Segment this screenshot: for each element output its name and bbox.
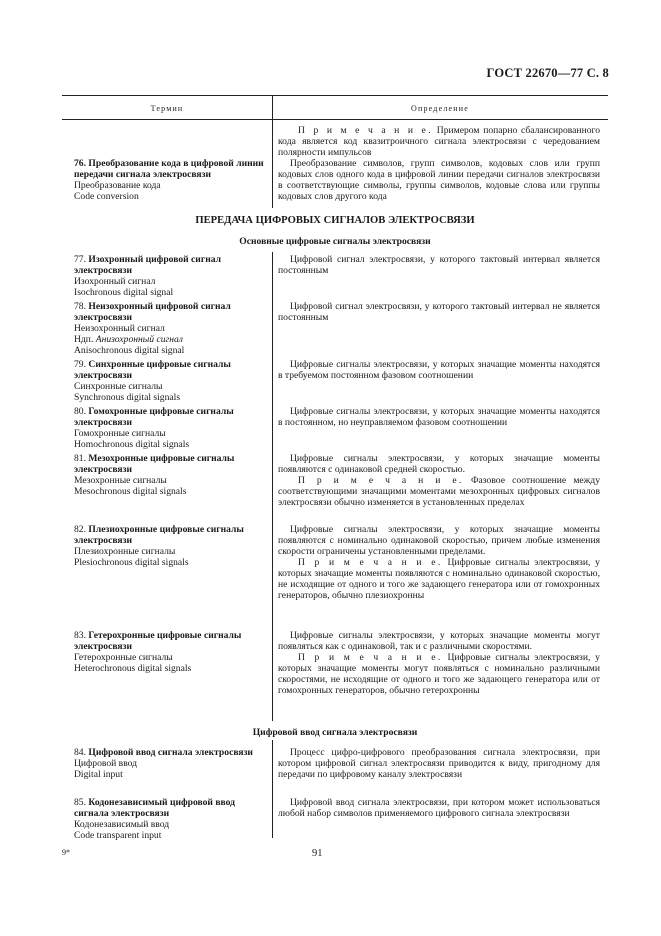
term-title: Синхронные цифровые сигналы электросвязи — [74, 359, 231, 381]
term-entry — [62, 453, 264, 497]
term-synonym: Неизохронный сигнал — [74, 323, 165, 334]
term-synonym: Синхронные сигналы — [74, 381, 163, 392]
term-synonym: Изохронный сигнал — [74, 276, 156, 287]
term-synonym: Гомохронные сигналы — [74, 428, 166, 439]
deprecated-term: Анизохронный сигнал — [95, 334, 183, 345]
term-english: Homochronous digital signals — [74, 439, 190, 450]
term-synonym: Гетерохронные сигналы — [74, 652, 173, 663]
term-synonym: Мезохронные сигналы — [74, 475, 167, 486]
term-number: 84. — [74, 747, 86, 758]
term-number: 80. — [74, 406, 86, 417]
term-entry — [62, 406, 264, 450]
definition-text: Цифровой сигнал электросвязи, у которого тактовый интервал является постоянным — [278, 254, 600, 276]
term-english: Code conversion — [74, 191, 139, 202]
term-number: 81. — [74, 453, 86, 464]
note-text: Примером попарно сбалансированного кода является код квазитроичного сигнала электросвязи с чередованием полярности импульсов — [278, 125, 600, 158]
note-text: Фазовое соотношение между соответствующими значащими моментами мезохронных цифровых сигналов электросвязи обычно изменяется в установленных пределах — [278, 475, 600, 508]
column-header-definition: Определение — [411, 104, 469, 113]
term-title: Плезиохронные цифровые сигналы электросвязи — [74, 524, 244, 546]
column-divider — [272, 95, 273, 208]
section-title: ПЕРЕДАЧА ЦИФРОВЫХ СИГНАЛОВ ЭЛЕКТРОСВЯЗИ — [195, 215, 475, 226]
column-header-term: Термин — [150, 104, 184, 113]
definition-text: Преобразование символов, групп символов, кодовых слов или групп кодовых слов одного кода в цифровой линии передачи сигналов электросвязи в соответствующие символы, группы символов, кодовые слова или группы кодовых слов другого кода — [278, 158, 600, 202]
term-entry — [62, 158, 264, 202]
term-entry — [62, 797, 264, 841]
term-number: 78. — [74, 301, 86, 312]
term-title: 76. Преобразование кода в цифровой линии передачи сигнала электросвязи — [74, 158, 264, 180]
term-title: Кодонезависимый цифровой ввод сигнала электросвязи — [74, 797, 236, 819]
term-entry — [62, 254, 264, 298]
table-header-rule — [62, 119, 608, 120]
term-english: Heterochronous digital signals — [74, 663, 192, 674]
term-title: Гомохронные цифровые сигналы электросвязи — [74, 406, 234, 428]
definition-text: Цифровые сигналы электросвязи, у которых значащие моменты находятся в требуемом постоянном фазовом соотношении — [278, 359, 600, 381]
term-title: Мезохронные цифровые сигналы электросвязи — [74, 453, 235, 475]
note-label: П р и м е ч а н и е. — [298, 557, 443, 568]
term-synonym: Цифровой ввод — [74, 758, 138, 769]
note-label: П р и м е ч а н и е. — [298, 475, 464, 486]
column-divider — [272, 740, 273, 838]
definition-text: Цифровой сигнал электросвязи, у которого тактовый интервал не является постоянным — [278, 301, 600, 323]
term-english: Mesochronous digital signals — [74, 486, 187, 497]
note-label: П р и м е ч а н и е. — [298, 125, 434, 136]
definition-text: Цифровые сигналы электросвязи, у которых значащие моменты находятся в постоянном, но неуправляемом фазовом соотношении — [278, 406, 600, 428]
column-divider — [272, 252, 273, 721]
table-top-rule — [62, 95, 608, 96]
term-number: 83. — [74, 630, 86, 641]
term-entry — [62, 747, 264, 780]
definition-text: Цифровой ввод сигнала электросвязи, при котором может использоваться любой набор символов применяемого цифрового сигнала электросвязи — [278, 797, 600, 819]
subsection-title: Цифровой ввод сигнала электросвязи — [252, 727, 418, 738]
definition-text: Цифровые сигналы электросвязи, у которых значащие моменты могут появляться как с одинаковой, так и с различными скоростями. П р и м е ч а н и е. Цифровые сигналы электросвязи, у которых значащие моменты могут появляться с номинально различными скоростями, не исходящие от одного и того же задающего генератора или от гомохронных генераторов, обычно гетерохронны — [278, 630, 600, 696]
term-title: Неизохронный цифровой сигнал электросвязи — [74, 301, 231, 323]
term-synonym: Преобразование кода — [74, 180, 161, 191]
note-label: П р и м е ч а н и е. — [298, 652, 443, 663]
deprecated-prefix: Ндп. — [74, 334, 94, 345]
sheet-mark: 9* — [62, 848, 70, 857]
definition-text: Цифровые сигналы электросвязи, у которых значащие моменты появляются с номинально одинаковой скоростью, причем любые изменения скорости ограничены установленными пределами. П р и м е ч а н и е. Цифровые сигналы электросвязи, у которых значащие моменты появляются с номинально одинаковой скоростью, не исходящие от одного и того же задающего генератора или от гомохронных генераторов, обычно плезиохронны — [278, 524, 600, 601]
term-english: Isochronous digital signal — [74, 287, 174, 298]
note-text: Цифровые сигналы электросвязи, у которых значащие моменты появляются с номинально одинаковой скоростью, не исходящие от одного и того же задающего генератора или от гомохронных генераторов, обычно плезиохронны — [278, 557, 600, 601]
subsection-title: Основные цифровые сигналы электросвязи — [239, 236, 431, 247]
definition-text: Цифровые сигналы электросвязи, у которых значащие моменты появляются с одинаковой средней скоростью. П р и м е ч а н и е. Фазовое соотношение между соответствующими значащими моментами мезохронных цифровых сигналов электросвязи обычно изменяется в установленных пределах — [278, 453, 600, 508]
note-text: Цифровые сигналы электросвязи, у которых значащие моменты могут появляться с номинально различными скоростями, не исходящие от одного и того же задающего генератора или от гомохронных генераторов, обычно гетерохронны — [278, 652, 600, 696]
term-number: 79. — [74, 359, 86, 370]
term-english: Anisochronous digital signal — [74, 345, 185, 356]
term-synonym: Плезиохронные сигналы — [74, 546, 176, 557]
definition-text: Процесс цифро-цифрового преобразования сигнала электросвязи, при котором цифровой сигнал электросвязи приводится к виду, пригодному для передачи по цифровому каналу электросвязи — [278, 747, 600, 780]
term-english: Plesiochronous digital signals — [74, 557, 189, 568]
term-english: Synchronous digital signals — [74, 392, 181, 403]
term-entry — [62, 359, 264, 403]
term-number: 85. — [74, 797, 86, 808]
page-number: 91 — [312, 848, 323, 859]
term-title: Изохронный цифровой сигнал электросвязи — [74, 254, 221, 276]
term-number: 82. — [74, 524, 86, 535]
term-english: Code transparent input — [74, 830, 162, 841]
term-title: Гетерохронные цифровые сигналы электросвязи — [74, 630, 242, 652]
term-title: Цифровой ввод сигнала электросвязи — [88, 747, 253, 758]
term-number: 77. — [74, 254, 86, 265]
term-synonym: Кодонезависимый ввод — [74, 819, 170, 830]
term-entry — [62, 630, 264, 674]
term-entry — [62, 301, 264, 356]
term-entry — [62, 524, 264, 568]
term-english: Digital input — [74, 769, 123, 780]
standard-header: ГОСТ 22670—77 С. 8 — [486, 66, 609, 80]
note-paragraph — [278, 125, 600, 158]
